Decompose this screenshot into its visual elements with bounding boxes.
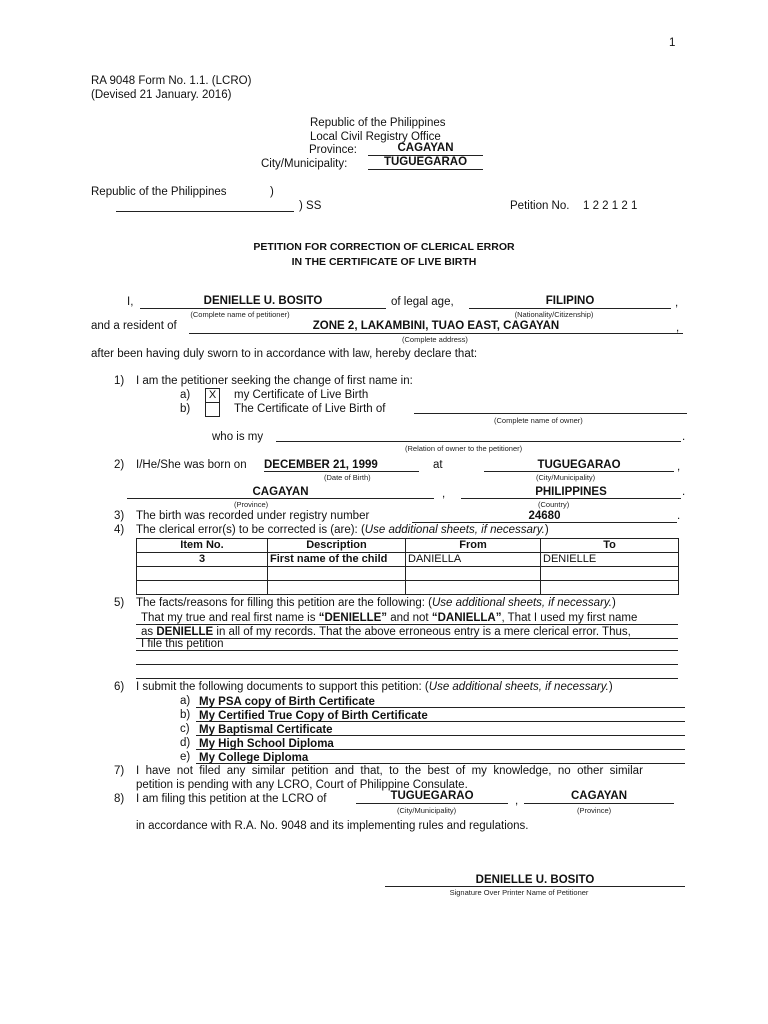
signature-caption: Signature Over Printer Name of Petitioner (449, 888, 589, 897)
reason-2-pre: as (141, 626, 157, 638)
item5-text-close: ) (612, 597, 616, 609)
item6-number: 6) (114, 681, 125, 693)
item1-text: I am the petitioner seeking the change of first name in: (136, 375, 413, 387)
item4-text-main: The clerical error(s) to be corrected is (are): ( (136, 524, 365, 536)
lcro-province-caption: (Province) (577, 806, 612, 815)
reason-underline-4 (136, 664, 678, 665)
address-comma: , (676, 322, 680, 334)
title-line1: PETITION FOR CORRECTION OF CLERICAL ERROR (253, 241, 515, 253)
birth-province: CAGAYAN (252, 486, 309, 498)
petitioner-name: DENIELLE U. BOSITO (203, 295, 323, 307)
relation-period: . (682, 431, 686, 443)
doc-b-value: My Certified True Copy of Birth Certificate (199, 710, 428, 722)
doc-c-line (196, 735, 685, 736)
reason-line-1 (141, 612, 637, 624)
birth-date-caption: (Date of Birth) (324, 473, 371, 482)
birth-province-line (127, 498, 434, 499)
who-is-my-text: who is my (212, 431, 264, 443)
doc-a-value: My PSA copy of Birth Certificate (199, 696, 375, 708)
cell-description: First name of the child (268, 553, 406, 567)
cell-item-no (137, 581, 268, 595)
reason-underline-5 (136, 678, 678, 679)
birth-country-caption: (Country) (538, 500, 570, 509)
devised-date: (Devised 21 January. 2016) (91, 89, 232, 101)
birth-country-line (461, 498, 681, 499)
item8-number: 8) (114, 793, 125, 805)
address-value: ZONE 2, LAKAMBINI, TUAO EAST, CAGAYAN (312, 320, 560, 332)
intro-comma: , (675, 297, 679, 309)
option-a-checkbox[interactable]: X (205, 388, 220, 403)
item2-number: 2) (114, 459, 125, 471)
lcro-comma: , (515, 795, 519, 807)
doc-d-label: d) (180, 737, 191, 749)
item6-text-italic: Use additional sheets, if necessary. (428, 681, 609, 693)
option-a-label: a) (180, 389, 191, 401)
reason-underline-3 (136, 650, 678, 651)
resident-text: and a resident of (91, 320, 177, 332)
birth-date-line (264, 471, 419, 472)
birth-date: DECEMBER 21, 1999 (264, 459, 378, 471)
doc-b-label: b) (180, 709, 191, 721)
cell-from (406, 581, 541, 595)
doc-e-line (196, 763, 685, 764)
header-city-value: TUGUEGARAO (383, 156, 468, 168)
item3-number: 3) (114, 510, 125, 522)
header-republic: Republic of the Philippines (310, 117, 446, 129)
cell-description (268, 567, 406, 581)
reason-line-3: I file this petition (141, 638, 224, 650)
owner-name-caption: (Complete name of owner) (494, 416, 583, 425)
birth-city-line (484, 471, 674, 472)
item4-number: 4) (114, 524, 125, 536)
province-comma: , (442, 488, 446, 500)
cell-to (541, 567, 679, 581)
header-city-line (368, 169, 483, 170)
clerical-errors-table (136, 538, 679, 595)
item6-text (136, 681, 613, 693)
address-caption: (Complete address) (402, 335, 468, 344)
cell-to: DENIELLE (541, 553, 679, 567)
col-header-item-no: Item No. (137, 539, 268, 553)
lcro-city-line (356, 803, 508, 804)
province-label: Province: (309, 144, 357, 156)
sworn-statement: after been having duly sworn to in accordance with law, hereby declare that: (91, 348, 478, 360)
item6-text-close: ) (608, 681, 613, 693)
table-row (137, 581, 679, 595)
reason-line-2 (141, 626, 631, 638)
lcro-city-caption: (City/Municipality) (397, 806, 457, 815)
option-b-checkbox[interactable] (205, 402, 220, 417)
relation-line (276, 441, 681, 442)
doc-b-line (196, 721, 685, 722)
reason-1-pre: That my true and real first name is (141, 612, 319, 624)
intro-i: I, (127, 296, 134, 308)
option-b-label: b) (180, 403, 191, 415)
petition-no-label: Petition No. (510, 200, 570, 212)
lcro-province-line (524, 803, 674, 804)
signature-line (385, 886, 685, 887)
page-number: 1 (669, 37, 676, 49)
owner-name-line (414, 413, 687, 414)
nationality-line (469, 308, 671, 309)
birth-country: PHILIPPINES (535, 486, 607, 498)
doc-d-line (196, 749, 685, 750)
at-text: at (433, 459, 443, 471)
item5-text-main: The facts/reasons for filling this petition are the following: ( (136, 597, 432, 609)
venue-republic: Republic of the Philippines (91, 186, 227, 198)
venue-paren: ) (270, 186, 274, 198)
cell-item-no (137, 567, 268, 581)
header-office: Local Civil Registry Office (310, 131, 441, 143)
doc-d-value: My High School Diploma (199, 738, 334, 750)
country-period: . (682, 486, 686, 498)
item5-number: 5) (114, 597, 125, 609)
col-header-description: Description (268, 539, 406, 553)
doc-e-value: My College Diploma (199, 752, 309, 764)
item7-number: 7) (114, 765, 125, 777)
accordance-text: in accordance with R.A. No. 9048 and its implementing rules and regulations. (136, 820, 529, 832)
registry-number-line (412, 522, 677, 523)
reason-1-post: , That I used my first name (501, 612, 638, 624)
title-line2: IN THE CERTIFICATE OF LIVE BIRTH (291, 256, 477, 268)
item3-text: The birth was recorded under registry number (136, 510, 370, 522)
table-row (137, 553, 679, 567)
reason-1-mid: and not (387, 612, 432, 624)
item6-text-main: I submit the following documents to support this petition: ( (136, 681, 429, 693)
address-line (189, 333, 683, 334)
registry-period: . (677, 510, 681, 522)
signature-name: DENIELLE U. BOSITO (475, 874, 595, 886)
petition-number: 1 2 2 1 2 1 (583, 200, 638, 212)
relation-caption: (Relation of owner to the petitioner) (405, 444, 523, 453)
birth-city: TUGUEGARAO (537, 459, 621, 471)
form-number: RA 9048 Form No. 1.1. (LCRO) (91, 75, 252, 87)
reason-underline-1 (136, 624, 678, 625)
nationality-value: FILIPINO (545, 295, 595, 307)
option-a-text: my Certificate of Live Birth (234, 389, 369, 401)
doc-a-label: a) (180, 695, 191, 707)
item7-line1: I have not filed any similar petition and that, to the best of my knowledge, no other similar (136, 765, 643, 777)
col-header-to: To (541, 539, 679, 553)
col-header-from: From (406, 539, 541, 553)
doc-c-label: c) (180, 723, 190, 735)
venue-ss: ) SS (299, 200, 322, 212)
header-province-value: CAGAYAN (397, 142, 454, 154)
item4-text (136, 524, 549, 536)
lcro-city: TUGUEGARAO (390, 790, 474, 802)
option-b-text: The Certificate of Live Birth of (234, 403, 386, 415)
city-label: City/Municipality: (261, 158, 348, 170)
cell-item-no: 3 (137, 553, 268, 567)
legal-age-text: of legal age, (391, 296, 454, 308)
item2-text: I/He/She was born on (136, 459, 247, 471)
lcro-province: CAGAYAN (570, 790, 628, 802)
petitioner-name-caption: (Complete name of petitioner) (190, 310, 290, 319)
birth-city-caption: (City/Municipality) (536, 473, 596, 482)
doc-e-label: e) (180, 751, 191, 763)
reason-1-quote-false: “DANIELLA” (431, 612, 502, 624)
nationality-caption: (Nationality/Citizenship) (514, 310, 594, 319)
item8-text: I am filing this petition at the LCRO of (136, 793, 327, 805)
petitioner-name-line (140, 308, 386, 309)
reason-2-post: in all of my records. That the above erroneous entry is a mere clerical error. Thus, (213, 626, 631, 638)
cell-from (406, 567, 541, 581)
doc-a-line (196, 707, 685, 708)
item7-line2: petition is pending with any LCRO, Court of Philippine Consulate. (136, 779, 468, 791)
birth-province-caption: (Province) (234, 500, 269, 509)
reason-1-quote-true: “DENIELLE” (318, 612, 388, 624)
birth-city-comma: , (677, 461, 681, 473)
venue-line (116, 211, 294, 212)
item4-text-close: ) (544, 524, 549, 536)
item5-text (136, 597, 616, 609)
table-row (137, 567, 679, 581)
cell-description (268, 581, 406, 595)
cell-to (541, 581, 679, 595)
doc-c-value: My Baptismal Certificate (199, 724, 333, 736)
item5-text-italic: Use additional sheets, if necessary. (431, 597, 612, 609)
registry-number: 24680 (528, 510, 561, 522)
item4-text-italic: Use additional sheets, if necessary. (364, 524, 545, 536)
table-header-row (137, 539, 679, 553)
reason-2-name: DENIELLE (156, 626, 214, 638)
item1-number: 1) (114, 375, 125, 387)
cell-from: DANIELLA (406, 553, 541, 567)
